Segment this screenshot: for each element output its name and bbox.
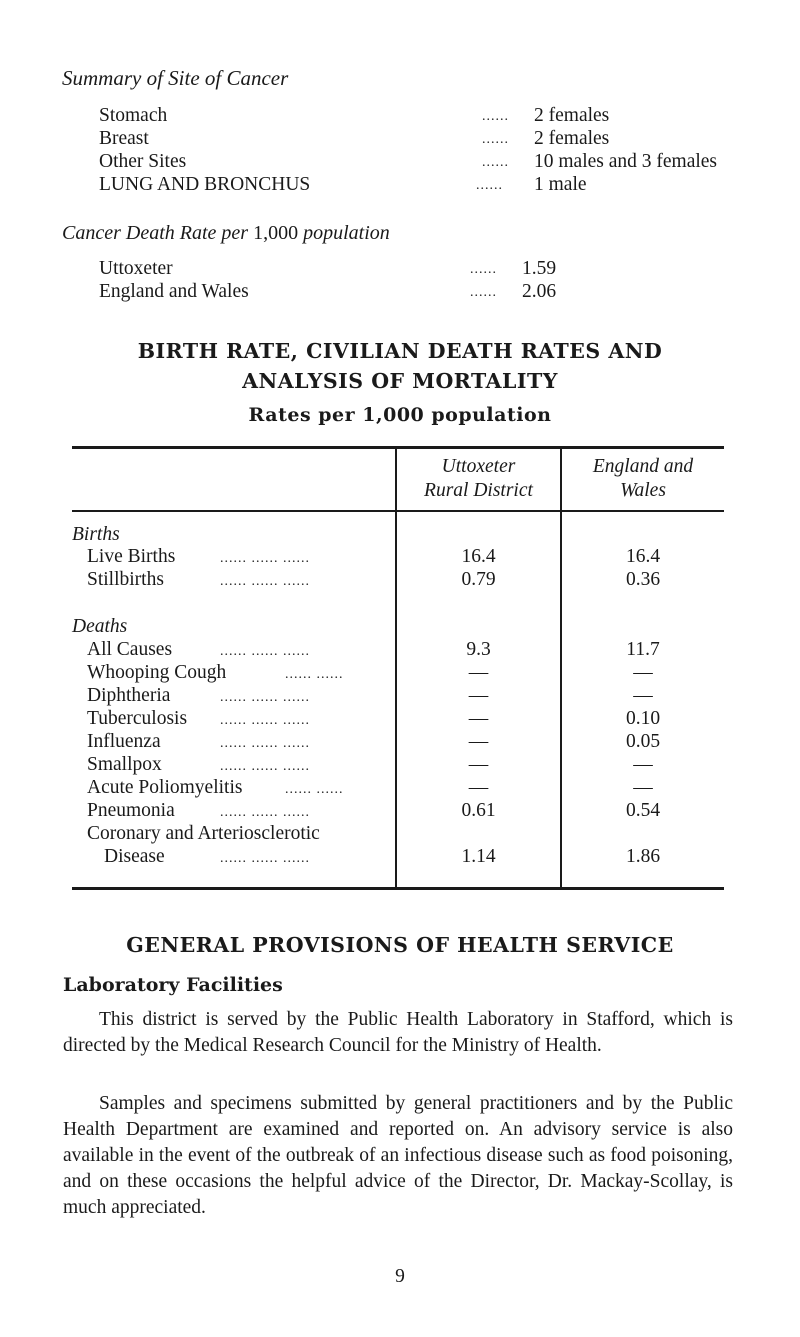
rate-value-england: 2.06: [522, 281, 557, 302]
summary-value-breast: 2 females: [534, 128, 610, 149]
row-value-england: —: [633, 754, 653, 775]
rates-heading-line3: Rates per 1,000 population: [248, 404, 552, 426]
row-value-england: 0.10: [625, 708, 661, 729]
summary-dots: ......: [482, 155, 509, 170]
general-heading: GENERAL PROVISIONS OF HEALTH SERVICE: [126, 933, 674, 957]
row-value-england: 16.4: [625, 546, 661, 567]
row-label: Pneumonia: [87, 800, 175, 821]
rate-dots: ......: [470, 285, 497, 300]
row-label: Influenza: [87, 731, 161, 752]
page-number: 9: [395, 1266, 405, 1287]
row-label: Stillbirths: [87, 569, 164, 590]
summary-site-breast: Breast: [99, 128, 149, 149]
row-label: Whooping Cough: [87, 662, 227, 683]
section-deaths: Deaths: [72, 616, 128, 637]
col-header-england-2: Wales: [620, 480, 666, 501]
row-label: All Causes: [87, 639, 173, 660]
table-top-rule: [72, 446, 724, 449]
row-value-uttoxeter: 9.3: [466, 639, 491, 660]
row-value-uttoxeter: 0.79: [461, 569, 496, 590]
row-dots: ...... ...... ......: [220, 574, 310, 589]
row-value-uttoxeter: —: [468, 754, 489, 775]
row-label: Tuberculosis: [87, 708, 188, 729]
row-value-uttoxeter: —: [468, 731, 489, 752]
rate-dots: ......: [470, 262, 497, 277]
row-dots: ...... ...... ......: [220, 851, 310, 866]
summary-site-lung: LUNG AND BRONCHUS: [99, 174, 311, 195]
summary-dots: ......: [482, 132, 509, 147]
summary-value-other: 10 males and 3 females: [534, 151, 718, 172]
row-label: Live Births: [87, 546, 176, 567]
row-dots: ...... ...... ......: [220, 759, 310, 774]
row-value-england: 11.7: [626, 639, 660, 660]
rates-heading-line1: BIRTH RATE, CIVILIAN DEATH RATES AND: [137, 339, 663, 363]
summary-dots: ......: [482, 109, 509, 124]
row-value-england: —: [633, 685, 653, 706]
row-value-uttoxeter: —: [468, 685, 489, 706]
row-dots: ...... ...... ......: [220, 736, 310, 751]
row-value-uttoxeter: —: [468, 777, 489, 798]
row-label: Diphtheria: [87, 685, 171, 706]
row-label: Smallpox: [87, 754, 162, 775]
row-dots: ...... ...... ......: [220, 551, 310, 566]
row-value-england: 1.86: [625, 846, 661, 867]
row-dots: ...... ......: [285, 667, 344, 682]
section-births: Births: [72, 524, 120, 545]
summary-site-stomach: Stomach: [99, 105, 168, 126]
row-label-coronary-2: Disease: [104, 846, 165, 867]
table-header-rule: [72, 510, 724, 512]
cancer-rate-title: Cancer Death Rate per 1,000 population: [62, 222, 390, 244]
row-value-uttoxeter: 1.14: [461, 846, 496, 867]
row-label: Acute Poliomyelitis: [87, 777, 243, 798]
row-value-uttoxeter: 0.61: [461, 800, 496, 821]
row-value-uttoxeter: 16.4: [461, 546, 496, 567]
col-header-england-1: England and: [592, 456, 694, 477]
laboratory-subheading: Laboratory Facilities: [63, 974, 283, 996]
col-header-uttoxeter-2: Rural District: [424, 480, 533, 501]
rate-place-uttoxeter: Uttoxeter: [99, 258, 173, 279]
paragraph-1: This district is served by the Public Health Laboratory in Stafford, which is directed by the Medical Research Council for the Ministry of Health.: [63, 1009, 733, 1056]
col-header-uttoxeter-1: Uttoxeter: [441, 456, 516, 477]
summary-site-other: Other Sites: [99, 151, 187, 172]
row-dots: ...... ...... ......: [220, 805, 310, 820]
row-dots: ...... ......: [285, 782, 344, 797]
row-value-england: 0.54: [625, 800, 661, 821]
summary-value-stomach: 2 females: [534, 105, 610, 126]
rates-heading-line2: ANALYSIS OF MORTALITY: [242, 369, 558, 393]
row-label-coronary-1: Coronary and Arteriosclerotic: [87, 823, 320, 844]
table-bottom-rule: [72, 887, 724, 890]
row-value-england: —: [633, 777, 653, 798]
row-value-uttoxeter: —: [468, 662, 489, 683]
row-dots: ...... ...... ......: [220, 713, 310, 728]
cancer-summary-title: Summary of Site of Cancer: [62, 66, 289, 90]
row-dots: ...... ...... ......: [220, 690, 310, 705]
rate-place-england: England and Wales: [99, 281, 249, 302]
row-value-england: 0.36: [625, 569, 661, 590]
summary-dots: ......: [476, 178, 503, 193]
row-value-uttoxeter: —: [468, 708, 489, 729]
row-value-england: 0.05: [625, 731, 661, 752]
paragraph-2: Samples and specimens submitted by general practitioners and by the Public Health Department are examined and reported on. An advisory service is also available in the event of the outbreak of an infectious disease such as food poisoning, and on these occasions the helpful advice of the Director, Dr. Mackay-Scollay, is much appreciated.: [63, 1093, 733, 1218]
summary-value-lung: 1 male: [534, 174, 587, 195]
row-dots: ...... ...... ......: [220, 644, 310, 659]
rate-value-uttoxeter: 1.59: [522, 258, 557, 279]
row-value-england: —: [633, 662, 653, 683]
